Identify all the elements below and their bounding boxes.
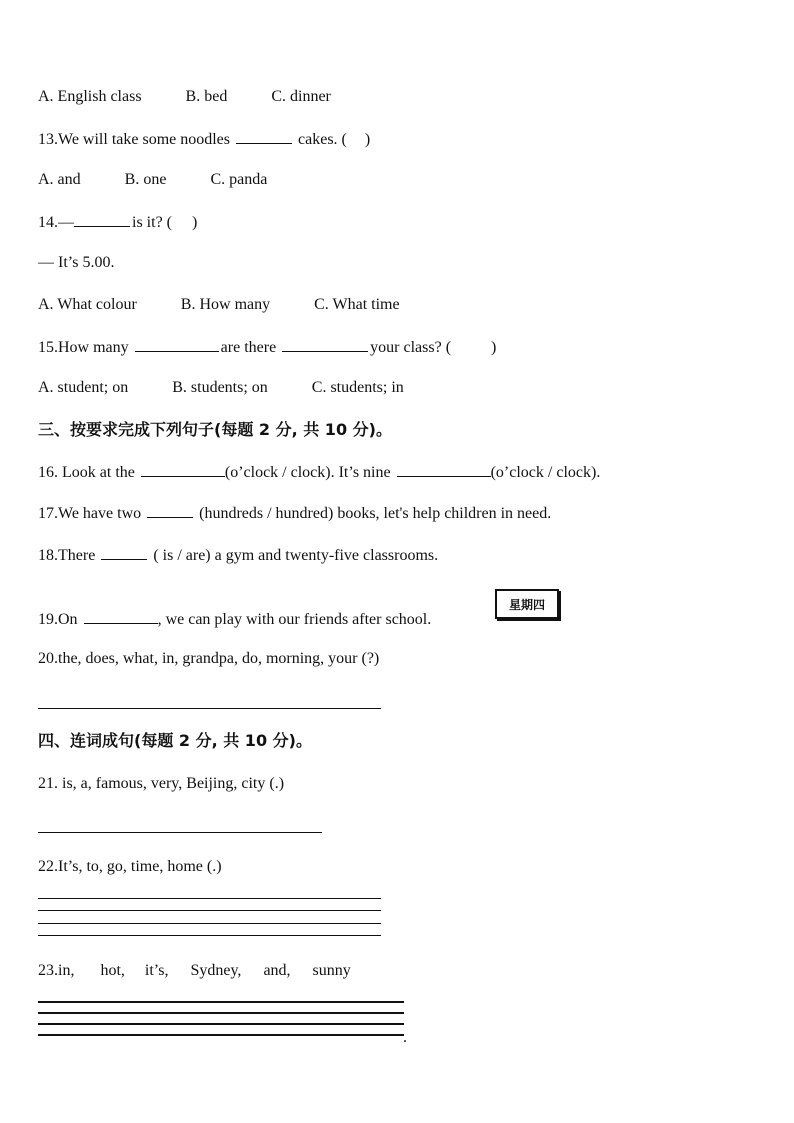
section-3-title: 三、按要求完成下列句子(每题 2 分, 共 10 分)。: [38, 420, 392, 439]
q16-text-after: (o’clock / clock).: [490, 464, 601, 481]
q15-text-mid: are there: [220, 339, 277, 356]
q15-text-after: your class? (: [370, 339, 452, 356]
q14-answer: — It’s 5.00.: [38, 254, 115, 271]
q13-blank[interactable]: [236, 129, 292, 144]
question-20: 20.the, does, what, in, grandpa, do, morning, your (?): [38, 650, 380, 667]
q21-answer-line[interactable]: [38, 832, 322, 833]
question-18: [38, 545, 438, 566]
q14-option-b: B. How many: [180, 296, 271, 313]
q23-word: sunny: [312, 962, 351, 979]
q13-option-c: C. panda: [210, 171, 268, 188]
q23-answer-line-1[interactable]: [38, 1001, 404, 1003]
question-15: [38, 337, 496, 358]
q12-option-b: B. bed: [185, 88, 228, 105]
q12-option-c: C. dinner: [271, 88, 331, 105]
q12-option-a: A. English class: [38, 88, 142, 105]
q22-answer-line-3[interactable]: [38, 923, 381, 924]
q23-answer-line-2[interactable]: [38, 1012, 404, 1014]
q14-blank[interactable]: [74, 212, 130, 227]
q16-blank-1[interactable]: [141, 462, 225, 477]
q15-option-b: B. students; on: [172, 379, 268, 396]
q16-text: 16. Look at the: [38, 464, 135, 481]
q14-paren-close: ): [192, 214, 198, 231]
q13-option-b: B. one: [124, 171, 167, 188]
q15-option-c: C. students; in: [311, 379, 404, 396]
q17-text: 17.We have two: [38, 505, 142, 522]
q23-answer-line-4[interactable]: [38, 1034, 404, 1036]
q18-text-after: ( is / are) a gym and twenty-five classrooms.: [153, 547, 439, 564]
q22-answer-line-1[interactable]: [38, 898, 381, 899]
q18-text: 18.There: [38, 547, 96, 564]
q22-answer-line-4[interactable]: [38, 935, 381, 936]
q13-paren-close: ): [364, 131, 371, 148]
q23-answer-line-3[interactable]: [38, 1023, 404, 1025]
q23-word: it’s,: [144, 962, 169, 979]
q15-paren-close: ): [491, 339, 497, 356]
q23-word: hot,: [100, 962, 125, 979]
q22-answer-line-2[interactable]: [38, 910, 381, 911]
section-4-title: 四、连词成句(每题 2 分, 共 10 分)。: [38, 731, 312, 750]
question-23: [38, 961, 351, 981]
q18-blank[interactable]: [101, 545, 147, 560]
q17-blank[interactable]: [147, 503, 193, 518]
q14-text: 14.—: [38, 214, 74, 231]
q13-text: 13.We will take some noodles: [38, 131, 231, 148]
q16-blank-2[interactable]: [397, 462, 491, 477]
q23-period: .: [403, 1029, 407, 1046]
q13-text-after: cakes. (: [298, 131, 347, 148]
q15-blank-1[interactable]: [135, 337, 219, 352]
q15-options: [38, 378, 404, 398]
thursday-stamp-image: 星期四: [495, 589, 559, 619]
q15-option-a: A. student; on: [38, 379, 129, 396]
q13-option-a: A. and: [38, 171, 81, 188]
q14-text-after: is it? (: [132, 214, 172, 231]
q13-options: [38, 170, 267, 190]
question-13: [38, 129, 370, 150]
q17-text-after: (hundreds / hundred) books, let's help children in need.: [199, 505, 552, 522]
question-22: 22.It’s, to, go, time, home (.): [38, 858, 222, 875]
q16-text-mid: (o’clock / clock). It’s nine: [224, 464, 391, 481]
q14-options: [38, 295, 400, 315]
question-17: [38, 503, 551, 524]
q14-option-c: C. What time: [314, 296, 400, 313]
q15-blank-2[interactable]: [282, 337, 368, 352]
question-21: 21. is, a, famous, very, Beijing, city (.): [38, 775, 285, 792]
q15-text: 15.How many: [38, 339, 129, 356]
q23-word: Sydney,: [190, 962, 242, 979]
question-14: [38, 212, 197, 233]
q19-text: 19.On: [38, 611, 78, 628]
q23-word: 23.in,: [38, 962, 75, 979]
q19-blank[interactable]: [84, 609, 158, 624]
q20-answer-line[interactable]: [38, 708, 381, 709]
question-16: [38, 462, 600, 483]
q14-option-a: A. What colour: [38, 296, 137, 313]
q19-text-after: , we can play with our friends after school.: [157, 611, 432, 628]
q23-word: and,: [263, 962, 291, 979]
question-19: [38, 609, 431, 630]
q12-options: [38, 87, 331, 107]
